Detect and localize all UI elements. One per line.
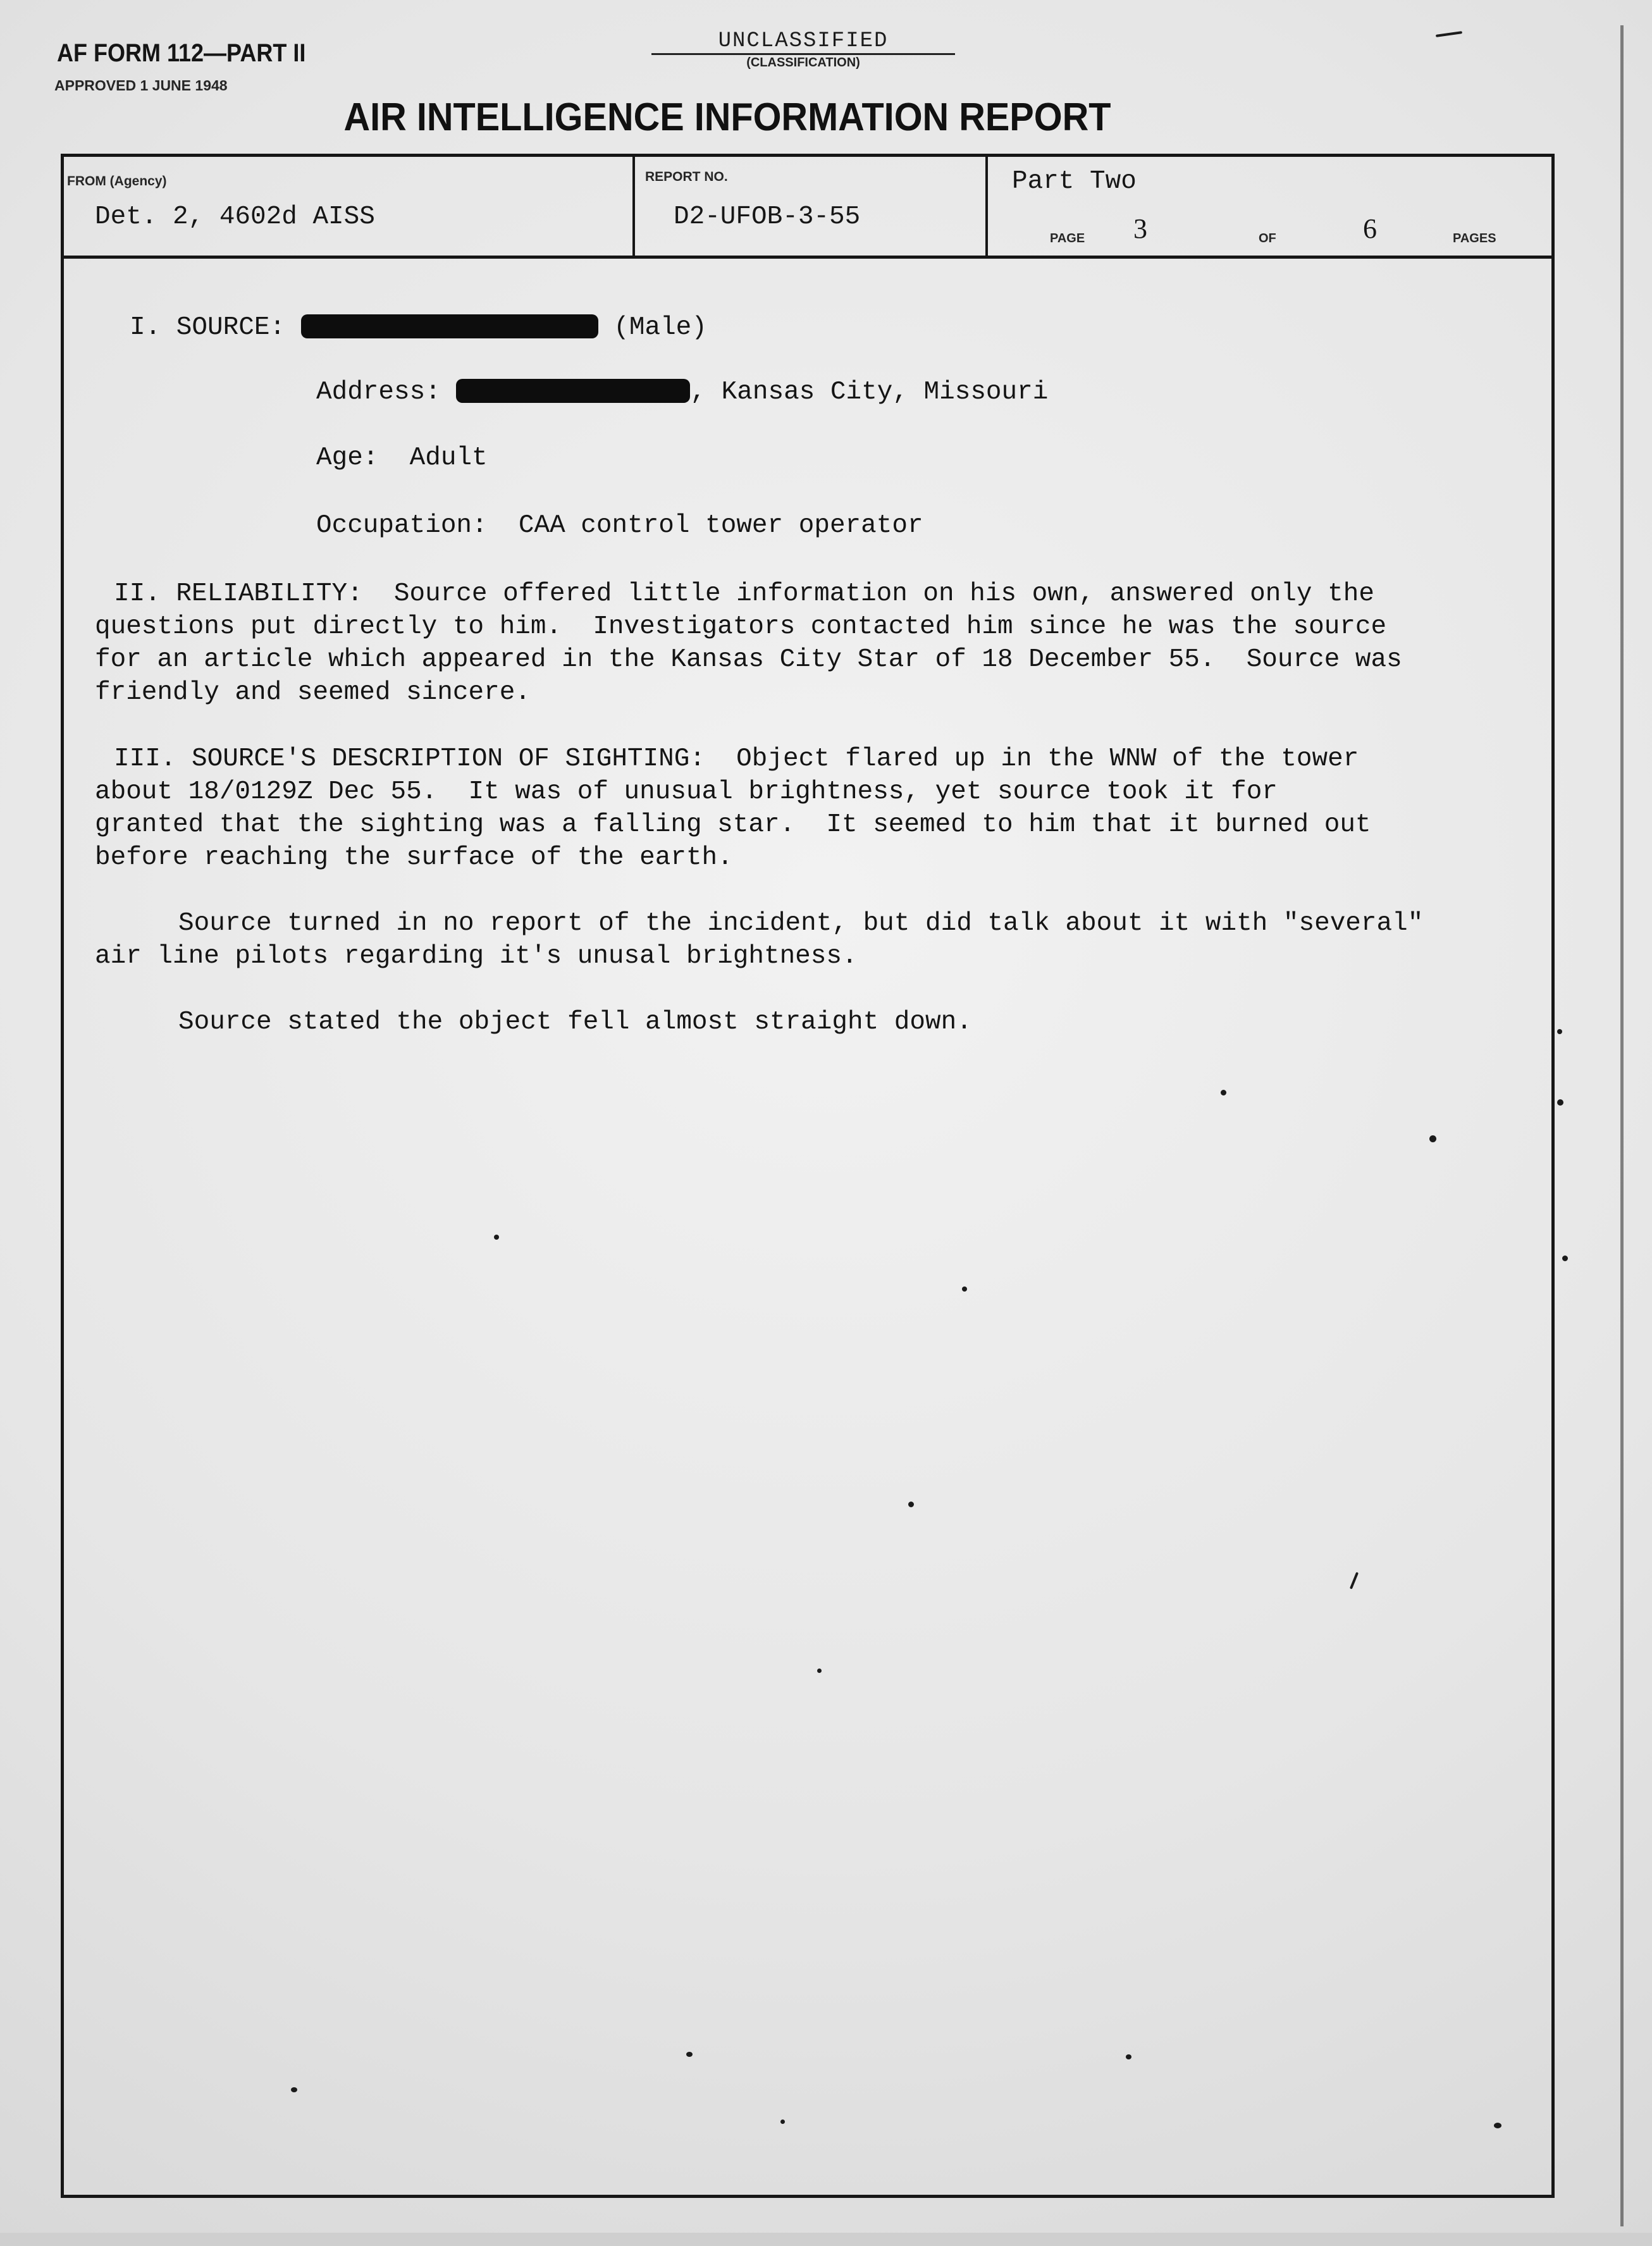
reliability-line: friendly and seemed sincere.	[95, 678, 531, 707]
speck	[1562, 1256, 1568, 1261]
address-line	[316, 378, 1652, 407]
page-number: 3	[1133, 213, 1147, 244]
classification-value: UNCLASSIFIED	[718, 29, 889, 53]
page-label: PAGE	[1050, 231, 1085, 245]
occupation-value: CAA control tower operator	[518, 511, 923, 540]
description-line: before reaching the surface of the earth.	[95, 843, 733, 872]
speck	[686, 2052, 693, 2057]
report-number-value: D2-UFOB-3-55	[674, 202, 861, 231]
description-line: III. SOURCE'S DESCRIPTION OF SIGHTING: Object flared up in the WNW of the tower	[114, 744, 1359, 774]
description-line: granted that the sighting was a falling star. It seemed to him that it burned out	[95, 810, 1371, 839]
occupation-line	[316, 511, 1652, 540]
of-label: OF	[1259, 231, 1276, 245]
address-label: Address:	[316, 378, 441, 407]
from-value: Det. 2, 4602d AISS	[95, 202, 375, 231]
speck	[962, 1287, 967, 1292]
scratch-mark	[1436, 31, 1462, 37]
speck	[1494, 2123, 1501, 2128]
speck	[1557, 1099, 1563, 1106]
description-line: about 18/0129Z Dec 55. It was of unusual brightness, yet source took it for	[95, 777, 1278, 806]
scan-edge-right	[1620, 25, 1624, 2226]
speck	[780, 2120, 785, 2124]
report-number-label: REPORT NO.	[645, 170, 728, 184]
fall-paragraph-line: Source stated the object fell almost straight down.	[178, 1008, 972, 1037]
speck	[817, 1669, 822, 1673]
classification-block	[651, 29, 955, 70]
speck	[291, 2087, 297, 2092]
header-divider	[61, 256, 1555, 259]
report-part: Part Two	[1012, 167, 1137, 196]
speck	[1557, 1029, 1562, 1034]
report-title: AIR INTELLIGENCE INFORMATION REPORT	[343, 96, 1111, 139]
redaction-address	[456, 379, 690, 403]
speck	[1126, 2054, 1131, 2059]
speck	[1429, 1135, 1436, 1142]
scan-edge-bottom	[0, 2233, 1652, 2246]
speck	[1221, 1090, 1226, 1095]
age-label: Age:	[316, 443, 379, 472]
address-city: , Kansas City, Missouri	[690, 378, 1049, 407]
reliability-line: II. RELIABILITY: Source offered little information on his own, answered only the	[114, 579, 1374, 608]
report-paragraph-line: air line pilots regarding it's unusal brightness.	[95, 942, 858, 971]
redaction-source-name	[301, 314, 598, 338]
age-value: Adult	[409, 443, 488, 472]
source-sex: (Male)	[613, 313, 707, 342]
occupation-label: Occupation:	[316, 511, 488, 540]
header-separator-2	[985, 154, 988, 258]
speck	[908, 1502, 914, 1507]
reliability-line: questions put directly to him. Investigators contacted him since he was the source	[95, 612, 1387, 641]
reliability-line: for an article which appeared in the Kansas City Star of 18 December 55. Source was	[95, 645, 1402, 674]
from-label: FROM (Agency)	[67, 174, 167, 188]
pages-label: PAGES	[1453, 231, 1496, 245]
speck	[494, 1235, 499, 1240]
form-number: AF FORM 112—PART II	[57, 39, 306, 67]
source-line	[130, 313, 1584, 342]
header-separator-1	[632, 154, 635, 258]
classification-label: (CLASSIFICATION)	[746, 56, 860, 70]
source-heading: I. SOURCE:	[130, 313, 286, 342]
total-pages: 6	[1363, 213, 1377, 244]
report-paragraph-line: Source turned in no report of the incident, but did talk about it with "several"	[178, 909, 1424, 938]
form-approval-date: APPROVED 1 JUNE 1948	[54, 77, 228, 94]
age-line	[316, 443, 1652, 472]
